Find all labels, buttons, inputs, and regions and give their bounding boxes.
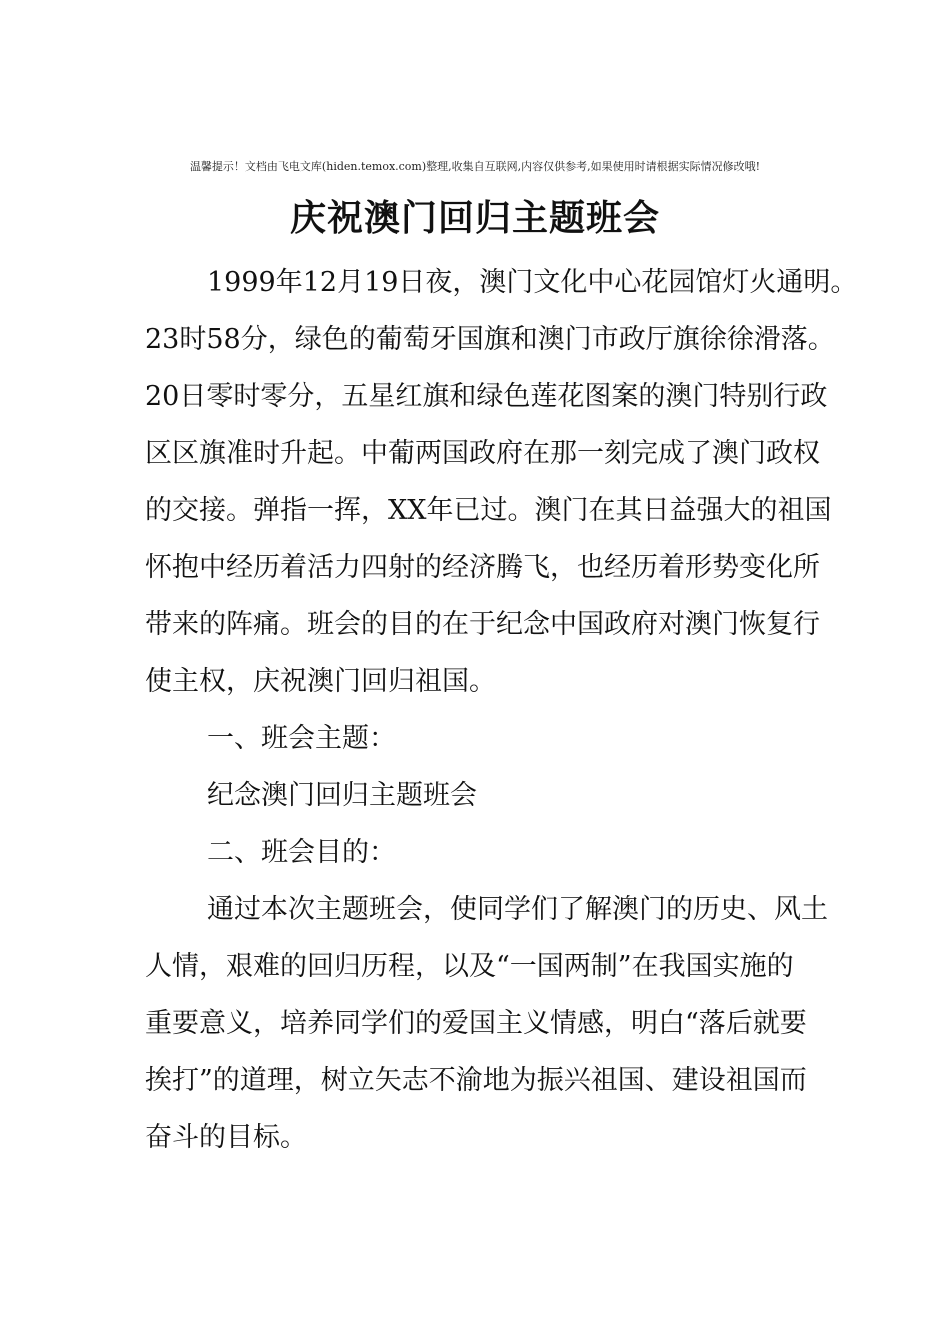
paragraph-line: 怀抱中经历着活力四射的经济腾飞，也经历着形势变化所: [145, 552, 820, 583]
paragraph-line: 区区旗准时升起。中葡两国政府在那一刻完成了澳门政权: [145, 438, 820, 469]
paragraph-line: 通过本次主题班会，使同学们了解澳门的历史、风土: [207, 894, 828, 925]
paragraph-intro: [145, 254, 858, 1166]
section-heading-theme: 一、班会主题：: [207, 723, 396, 754]
paragraph-line: 1999年12月19日夜，澳门文化中心花园馆灯火通明。: [207, 267, 858, 298]
paragraph-line: 人情，艰难的回归历程，以及“一国两制”在我国实施的: [145, 951, 794, 982]
section-heading-purpose: 二、班会目的：: [207, 837, 396, 868]
paragraph-line: 使主权，庆祝澳门回归祖国。: [145, 666, 496, 697]
paragraph-line: 挨打”的道理，树立矢志不渝地为振兴祖国、建设祖国而: [145, 1065, 807, 1096]
paragraph-line: 奋斗的目标。: [145, 1122, 307, 1153]
paragraph-line: 重要意义，培养同学们的爱国主义情感，明白“落后就要: [145, 1008, 807, 1039]
paragraph-line: 20日零时零分，五星红旗和绿色莲花图案的澳门特别行政: [145, 381, 828, 412]
paragraph-line: 带来的阵痛。班会的目的在于纪念中国政府对澳门恢复行: [145, 609, 820, 640]
paragraph-line: 23时58分，绿色的葡萄牙国旗和澳门市政厅旗徐徐滑落。: [145, 324, 835, 355]
header-notice: 温馨提示！文档由飞电文库(hiden.temox.com)整理,收集自互联网,内容仅供参考,如果使用时请根据实际情况修改哦!: [189, 160, 761, 173]
section-content-theme: 纪念澳门回归主题班会: [207, 780, 477, 811]
paragraph-line: 的交接。弹指一挥，XX年已过。澳门在其日益强大的祖国: [145, 495, 832, 526]
document-title: 庆祝澳门回归主题班会: [289, 197, 660, 239]
